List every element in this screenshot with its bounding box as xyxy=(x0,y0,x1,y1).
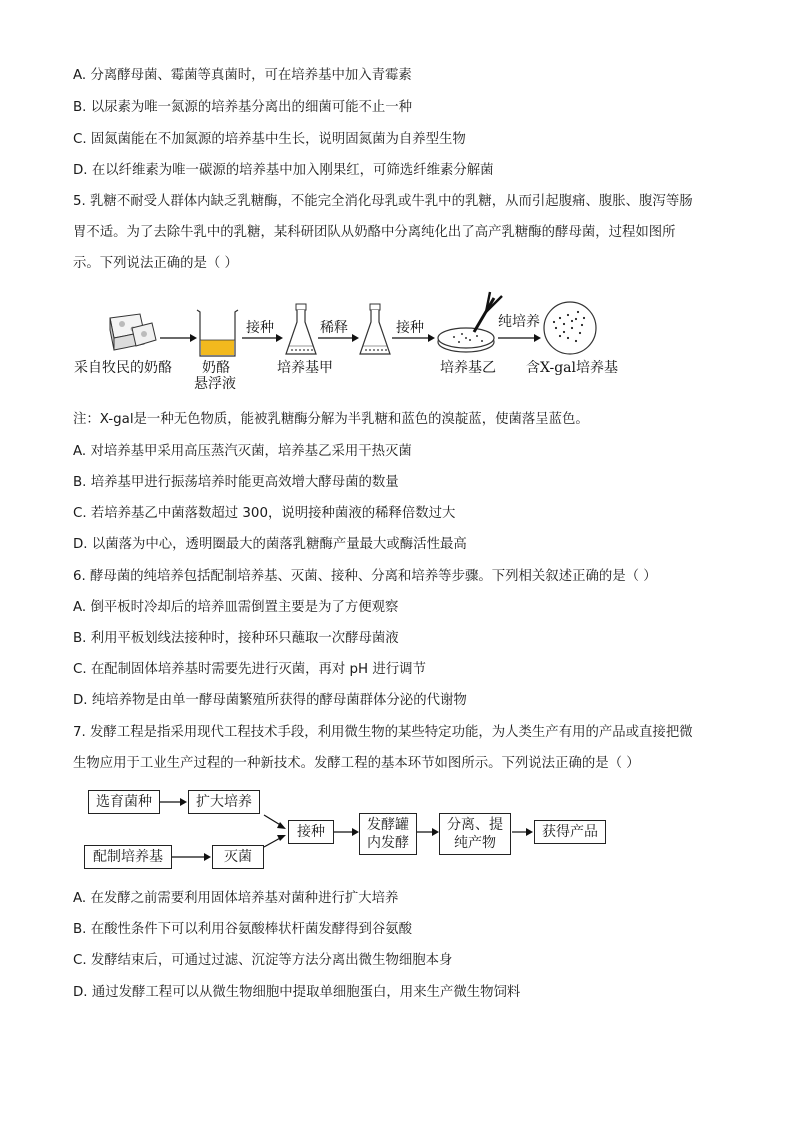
petri-dish-icon xyxy=(438,328,494,352)
q7-option-b: B. 在酸性条件下可以利用谷氨酸棒状杆菌发酵得到谷氨酸 xyxy=(73,922,413,937)
q6-option-c: C. 在配制固体培养基时需要先进行灭菌，再对 pH 进行调节 xyxy=(73,662,426,677)
q4-option-c: C. 固氮菌能在不加氮源的培养基中生长，说明固氮菌为自养型生物 xyxy=(73,132,466,147)
q5-option-b: B. 培养基甲进行振荡培养时能更高效增大酵母菌的数量 xyxy=(73,475,399,490)
q6-option-b: B. 利用平板划线法接种时，接种环只蘸取一次酵母菌液 xyxy=(73,631,399,646)
flow-expand-culture: 扩大培养 xyxy=(188,790,260,814)
xgal-dish-icon xyxy=(544,302,596,354)
q7-option-d: D. 通过发酵工程可以从微生物细胞中提取单细胞蛋白，用来生产微生物饲料 xyxy=(73,985,521,1000)
q4-option-a: A. 分离酵母菌、霉菌等真菌时，可在培养基中加入青霉素 xyxy=(73,68,412,83)
q7-option-c: C. 发酵结束后，可通过过滤、沉淀等方法分离出微生物细胞本身 xyxy=(73,953,453,968)
step-inoculate-1: 接种 xyxy=(246,320,274,336)
flask1-label: 培养基甲 xyxy=(277,360,333,376)
cheese-icon xyxy=(110,314,156,350)
q5-note: 注：X-gal是一种无色物质，能被乳糖酶分解为半乳糖和蓝色的溴靛蓝，使菌落呈蓝色。 xyxy=(73,412,589,427)
q7-option-a: A. 在发酵之前需要利用固体培养基对菌种进行扩大培养 xyxy=(73,891,399,906)
step-pure-culture: 纯培养 xyxy=(498,314,540,330)
q5-stem-line-1: 5. 乳糖不耐受人群体内缺乏乳糖酶，不能完全消化母乳或牛乳中的乳糖，从而引起腹痛、腹胀、腹泻等肠 xyxy=(73,194,693,209)
q7-stem-line-2: 生物应用于工业生产过程的一种新技术。发酵工程的基本环节如图所示。下列说法正确的是（ ） xyxy=(73,756,640,771)
q6-option-d: D. 纯培养物是由单一酵母菌繁殖所获得的酵母菌群体分泌的代谢物 xyxy=(73,693,467,708)
flow-inoculate: 接种 xyxy=(288,820,334,844)
beaker-icon xyxy=(197,310,238,356)
q5-stem-line-3: 示。下列说法正确的是（ ） xyxy=(73,256,238,271)
flask-icon xyxy=(360,304,390,354)
q5-option-c: C. 若培养基乙中菌落数超过 300，说明接种菌液的稀释倍数过大 xyxy=(73,506,456,521)
cheese-label: 采自牧民的奶酪 xyxy=(74,360,172,376)
flow-ferment xyxy=(359,813,417,855)
flow-get-product: 获得产品 xyxy=(534,820,606,844)
flow-separate-purify xyxy=(439,813,511,855)
step-inoculate-2: 接种 xyxy=(396,320,424,336)
dish1-label: 培养基乙 xyxy=(440,360,496,376)
beaker-label-1: 奶酪 xyxy=(202,360,230,376)
flow-separate-line-1: 分离、提 xyxy=(447,817,503,833)
flask-icon xyxy=(286,304,316,354)
flow-sterilize: 灭菌 xyxy=(212,845,264,869)
flow-select-strain: 选育菌种 xyxy=(88,790,160,814)
dish2-label: 含X-gal培养基 xyxy=(526,360,618,376)
flow-prepare-medium: 配制培养基 xyxy=(84,845,172,869)
step-dilute: 稀释 xyxy=(320,320,348,336)
q4-option-d: D. 在以纤维素为唯一碳源的培养基中加入刚果红，可筛选纤维素分解菌 xyxy=(73,163,494,178)
q5-figure xyxy=(70,288,630,392)
q4-option-b: B. 以尿素为唯一氮源的培养基分离出的细菌可能不止一种 xyxy=(73,100,413,115)
q5-option-a: A. 对培养基甲采用高压蒸汽灭菌，培养基乙采用干热灭菌 xyxy=(73,444,412,459)
q6-stem: 6. 酵母菌的纯培养包括配制培养基、灭菌、接种、分离和培养等步骤。下列相关叙述正确的是（ ） xyxy=(73,569,657,584)
q7-stem-line-1: 7. 发酵工程是指采用现代工程技术手段，利用微生物的某些特定功能，为人类生产有用的产品或直接把微 xyxy=(73,725,693,740)
beaker-label-2: 悬浮液 xyxy=(194,376,236,392)
flow-separate-line-2: 纯产物 xyxy=(454,835,496,851)
q5-stem-line-2: 胃不适。为了去除牛乳中的乳糖，某科研团队从奶酪中分离纯化出了高产乳糖酶的酵母菌，过程如图所 xyxy=(73,225,676,240)
q5-option-d: D. 以菌落为中心，透明圈最大的菌落乳糖酶产量最大或酶活性最高 xyxy=(73,537,467,552)
flow-ferment-line-1: 发酵罐 xyxy=(367,817,409,833)
q6-option-a: A. 倒平板时冷却后的培养皿需倒置主要是为了方便观察 xyxy=(73,600,399,615)
flow-ferment-line-2: 内发酵 xyxy=(367,835,409,851)
